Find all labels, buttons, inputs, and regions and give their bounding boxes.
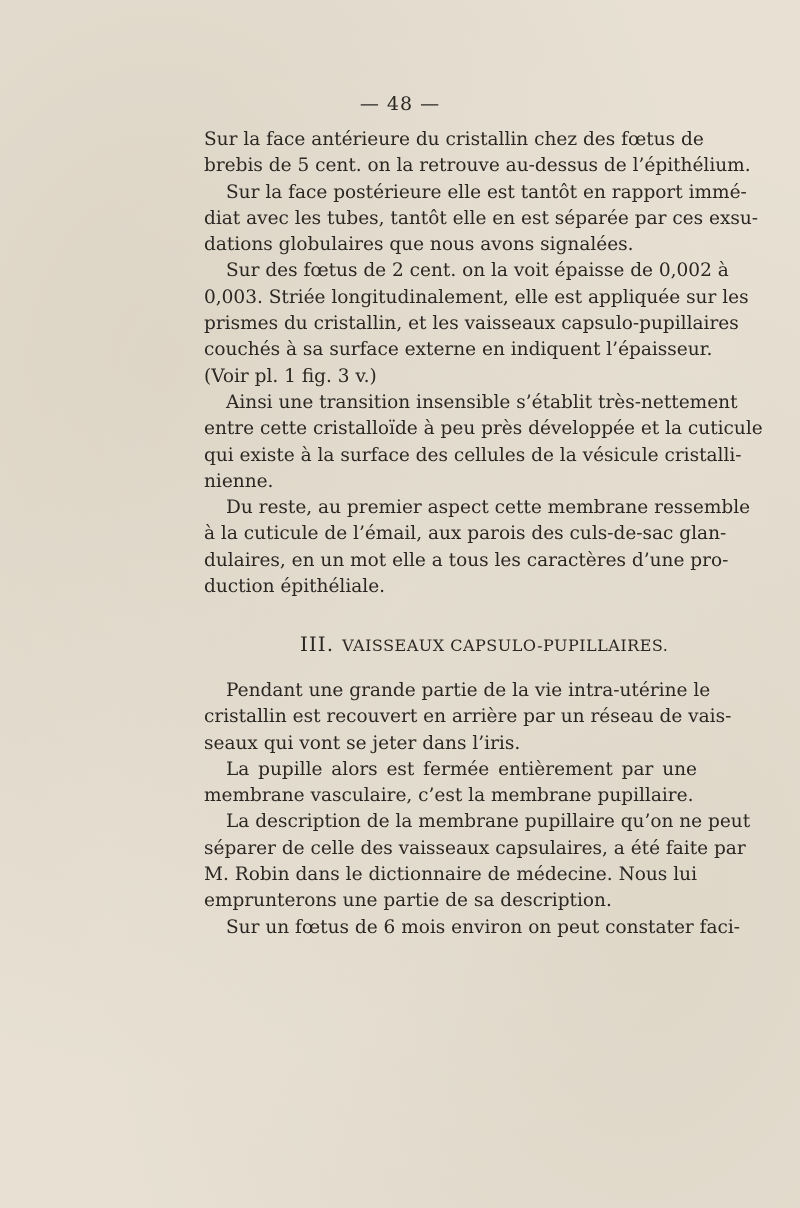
text-line: emprunterons une partie de sa description. <box>204 890 612 912</box>
text-line: couchés à sa surface externe en indiquent l’épaisseur. <box>204 339 713 361</box>
text-line: séparer de celle des vaisseaux capsulaires, a été faite par <box>204 837 746 859</box>
page-number: — 48 — <box>359 93 441 115</box>
text-line: dations globulaires que nous avons signalées. <box>204 234 634 256</box>
text-line: membrane vasculaire, c’est la membrane pupillaire. <box>204 785 694 807</box>
text-line: entre cette cristalloïde à peu près développée et la cuticule <box>204 418 763 440</box>
text-line: Pendant une grande partie de la vie intra-utérine le <box>226 680 711 701</box>
text-line: Sur un fœtus de 6 mois environ on peut constater faci- <box>226 916 741 938</box>
text-line: nienne. <box>204 470 274 492</box>
text-line: cristallin est recouvert en arrière par un réseau de vais- <box>204 706 732 728</box>
paragraph-block-1 <box>204 127 763 600</box>
text-line: Sur la face antérieure du cristallin chez des fœtus de <box>204 129 704 150</box>
text-line: prismes du cristallin, et les vaisseaux capsulo-pupillaires <box>204 313 739 335</box>
section-heading <box>300 632 668 656</box>
text-line: La description de la membrane pupillaire qu’on ne peut <box>226 811 751 833</box>
text-line: La pupille alors est fermée entièrement par une <box>226 758 697 780</box>
text-line: seaux qui vont se jeter dans l’iris. <box>204 732 521 754</box>
text-line: Sur la face postérieure elle est tantôt en rapport immé- <box>226 181 747 203</box>
text-line: Ainsi une transition insensible s’établit très-nettement <box>226 391 738 413</box>
text-line: (Voir pl. 1 fig. 3 v.) <box>204 365 377 387</box>
text-line: 0,003. Striée longitudinalement, elle est appliquée sur les <box>204 286 749 308</box>
text-line: à la cuticule de l’émail, aux parois des culs-de-sac glan- <box>204 523 727 545</box>
paragraph-block-2 <box>204 678 751 941</box>
text-line: Sur des fœtus de 2 cent. on la voit épaisse de 0,002 à <box>226 260 729 282</box>
text-line: dulaires, en un mot elle a tous les caractères d’une pro- <box>204 549 729 571</box>
text-line: Du reste, au premier aspect cette membrane ressemble <box>226 497 751 519</box>
section-title: VAISSEAUX CAPSULO-PUPILLAIRES. <box>342 636 669 655</box>
text-line: brebis de 5 cent. on la retrouve au-dessus de l’épithélium. <box>204 155 751 177</box>
text-line: duction épithéliale. <box>204 576 386 598</box>
section-numeral: III. <box>300 632 335 656</box>
text-line: diat avec les tubes, tantôt elle en est séparée par ces exsu- <box>204 207 759 229</box>
text-line: M. Robin dans le dictionnaire de médecine. Nous lui <box>204 864 697 886</box>
text-line: qui existe à la surface des cellules de la vésicule cristalli- <box>204 444 742 466</box>
